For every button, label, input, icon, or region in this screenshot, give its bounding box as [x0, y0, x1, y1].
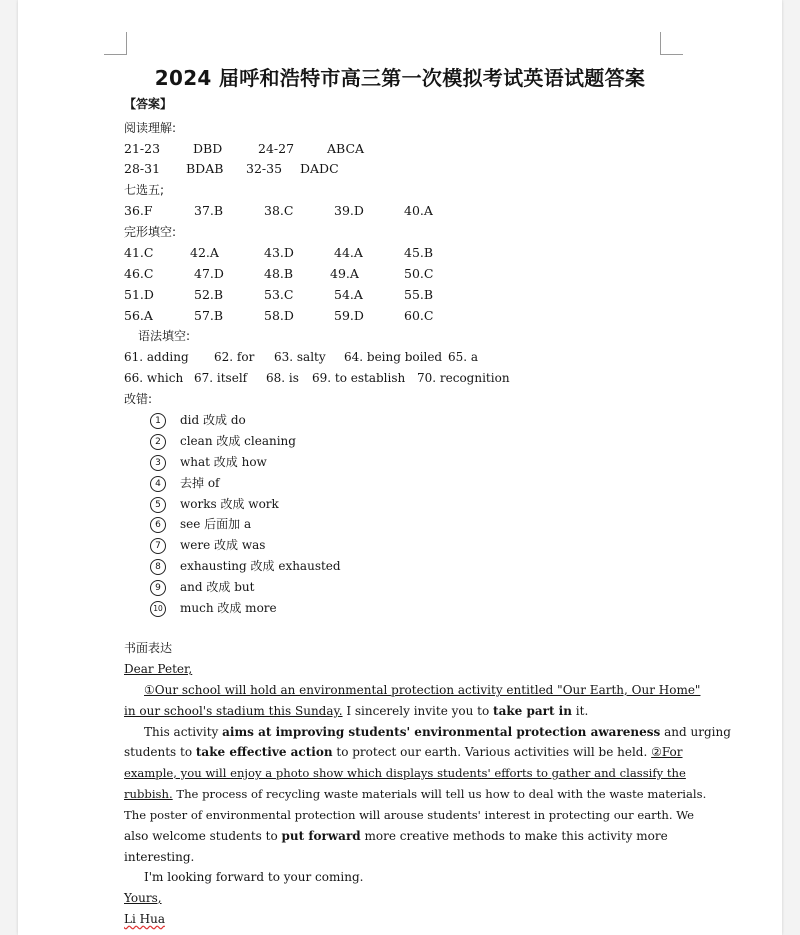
- grammar-answer: 67. itself: [194, 371, 248, 385]
- letter-text: more creative methods to make this activity more: [360, 829, 668, 843]
- circled-number: 2: [150, 434, 166, 450]
- writing-label: 书面表达: [124, 641, 173, 655]
- seven-five-answer: 39.D: [334, 203, 364, 218]
- letter-text: This activity: [144, 725, 223, 739]
- correction-item: [150, 578, 254, 596]
- crop-mark-top-left: [104, 32, 127, 55]
- reading-answer: DADC: [300, 161, 339, 176]
- letter-greeting: Dear Peter,: [124, 662, 193, 676]
- seven-five-answer: 38.C: [264, 203, 294, 218]
- correction-item: [150, 599, 277, 617]
- cloze-answer: 53.C: [264, 287, 294, 302]
- correction-item: [150, 432, 296, 450]
- circled-number: 9: [150, 580, 166, 596]
- letter-text: and urging: [660, 725, 731, 739]
- grammar-answer: 66. which: [124, 371, 184, 385]
- circled-number: 10: [150, 601, 166, 617]
- correction-text: and 改成 but: [180, 580, 255, 594]
- correction-item: [150, 536, 265, 554]
- seven-five-answer: 37.B: [194, 203, 224, 218]
- correction-text: were 改成 was: [180, 538, 266, 552]
- circled-number: 4: [150, 476, 166, 492]
- reading-range: 21-23: [124, 141, 161, 156]
- cloze-answer: 48.B: [264, 266, 294, 281]
- correction-text: exhausting 改成 exhausted: [180, 559, 341, 573]
- cloze-answer: 46.C: [124, 266, 154, 281]
- cloze-answer: 51.D: [124, 287, 154, 302]
- letter-text: also welcome students to: [124, 829, 282, 843]
- answer-header: 【答案】: [124, 97, 173, 111]
- cloze-answer: 47.D: [194, 266, 224, 281]
- letter-line: [124, 786, 706, 802]
- correction-text: much 改成 more: [180, 601, 277, 615]
- letter-signature: Li Hua: [124, 912, 165, 926]
- cloze-answer: 41.C: [124, 245, 154, 260]
- grammar-label: 语法填空:: [138, 329, 191, 343]
- letter-line: The poster of environmental protection will arouse students' interest in protecting our earth. We: [124, 808, 695, 822]
- underlined-sentence: rubbish.: [124, 787, 173, 801]
- cloze-answer: 42.A: [190, 245, 219, 260]
- grammar-answer: 63. salty: [274, 350, 326, 364]
- correction-item: [150, 495, 279, 513]
- grammar-answer: 62. for: [214, 350, 255, 364]
- reading-answer: BDAB: [186, 161, 224, 176]
- letter-closing: Yours,: [124, 891, 162, 905]
- reading-range: 32-35: [246, 161, 283, 176]
- grammar-answer: 61. adding: [124, 350, 189, 364]
- reading-label: 阅读理解:: [124, 121, 177, 135]
- cloze-answer: 52.B: [194, 287, 224, 302]
- seven-five-label: 七选五;: [124, 183, 165, 197]
- letter-line: I'm looking forward to your coming.: [144, 870, 364, 884]
- correction-text: see 后面加 a: [180, 517, 252, 531]
- correction-text: what 改成 how: [180, 455, 267, 469]
- seven-five-answer: 40.A: [404, 203, 433, 218]
- grammar-answer: 69. to establish: [312, 371, 406, 385]
- letter-line: [124, 744, 683, 760]
- correction-item: [150, 453, 267, 471]
- correction-text: 去掉 of: [180, 476, 220, 490]
- cloze-answer: 43.D: [264, 245, 294, 260]
- correction-text: works 改成 work: [180, 497, 279, 511]
- cloze-answer: 57.B: [194, 308, 224, 323]
- grammar-answer: 64. being boiled: [344, 350, 443, 364]
- cloze-answer: 59.D: [334, 308, 364, 323]
- grammar-answer: 70. recognition: [417, 371, 510, 385]
- cloze-answer: 55.B: [404, 287, 434, 302]
- letter-text: students to: [124, 745, 196, 759]
- cloze-answer: 50.C: [404, 266, 434, 281]
- letter-text: The process of recycling waste materials will tell us how to deal with the waste materials.: [172, 787, 707, 801]
- cloze-answer: 54.A: [334, 287, 363, 302]
- circled-number: 7: [150, 538, 166, 554]
- correction-item: [150, 411, 246, 429]
- correction-text: clean 改成 cleaning: [180, 434, 296, 448]
- underlined-sentence: ②For: [651, 745, 683, 759]
- circled-number: 8: [150, 559, 166, 575]
- seven-five-answer: 36.F: [124, 203, 153, 218]
- letter-line: [124, 703, 588, 719]
- reading-answer: ABCA: [327, 141, 365, 156]
- circled-number: 1: [150, 413, 166, 429]
- cloze-answer: 44.A: [334, 245, 363, 260]
- reading-range: 28-31: [124, 161, 161, 176]
- letter-text: it.: [571, 704, 589, 718]
- correction-item: [150, 557, 341, 575]
- letter-line: ①Our school will hold an environmental protection activity entitled "Our Earth, Our Home": [144, 683, 701, 697]
- cloze-answer: 56.A: [124, 308, 153, 323]
- correction-text: did 改成 do: [180, 413, 246, 427]
- letter-text: to protect our earth. Various activities will be held.: [332, 745, 652, 759]
- reading-answer: DBD: [193, 141, 223, 156]
- circled-number: 3: [150, 455, 166, 471]
- key-phrase: aims at improving students' environmental protection awareness: [222, 725, 661, 739]
- grammar-answer: 65. a: [448, 350, 479, 364]
- crop-mark-top-right: [660, 32, 683, 55]
- correction-item: [150, 474, 219, 492]
- grammar-answer: 68. is: [266, 371, 299, 385]
- key-phrase: take effective action: [195, 745, 333, 759]
- letter-line: interesting.: [124, 850, 195, 864]
- letter-line: example, you will enjoy a photo show which displays students' efforts to gather and classify the: [124, 766, 686, 780]
- letter-text: I sincerely invite you to: [342, 704, 494, 718]
- underlined-sentence: in our school's stadium this Sunday.: [124, 704, 343, 718]
- key-phrase: take part in: [493, 704, 572, 718]
- circled-number: 5: [150, 497, 166, 513]
- correction-item: [150, 515, 251, 533]
- cloze-answer: 58.D: [264, 308, 294, 323]
- page-title: 2024 届呼和浩特市高三第一次模拟考试英语试题答案: [154, 66, 646, 90]
- cloze-label: 完形填空:: [124, 225, 177, 239]
- cloze-answer: 60.C: [404, 308, 434, 323]
- correction-label: 改错:: [124, 392, 153, 406]
- reading-range: 24-27: [258, 141, 295, 156]
- circled-number: 6: [150, 517, 166, 533]
- letter-line: [144, 724, 731, 740]
- key-phrase: put forward: [281, 829, 361, 843]
- letter-line: [124, 828, 668, 844]
- cloze-answer: 49.A: [330, 266, 359, 281]
- cloze-answer: 45.B: [404, 245, 434, 260]
